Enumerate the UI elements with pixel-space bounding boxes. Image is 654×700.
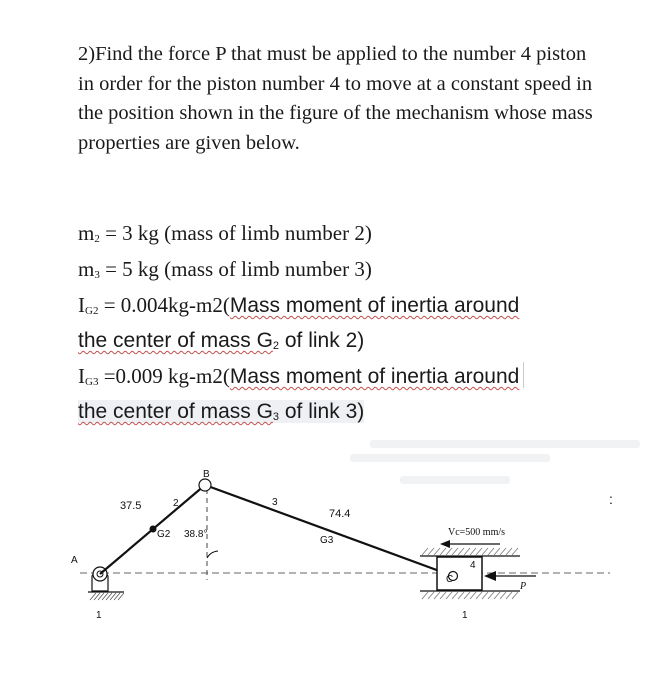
- ig3-subscript: G3: [85, 376, 99, 388]
- g2-marker: [150, 526, 157, 533]
- label-b: B: [203, 469, 210, 480]
- mass-properties: [78, 218, 598, 432]
- guide-wall-bottom: [420, 591, 520, 599]
- m2-symbol: m: [78, 221, 95, 245]
- faint-background: [350, 440, 640, 484]
- ig2-label-c: of link 2): [279, 329, 365, 352]
- m3-line: [78, 254, 598, 290]
- ig2-symbol: I: [78, 293, 85, 317]
- m3-value: = 5 kg (mass of limb number 3): [99, 257, 372, 281]
- label-piston: 4: [470, 560, 476, 571]
- label-velocity: Vc=500 mm/s: [448, 527, 506, 538]
- label-a: A: [71, 555, 78, 566]
- ig3-label-b: the center of mass G: [78, 400, 273, 423]
- label-ground-left: 1: [96, 610, 102, 621]
- problem-statement: [78, 40, 598, 158]
- text-caret: [523, 362, 524, 388]
- label-force: P: [520, 581, 527, 592]
- ig2-subscript: G2: [85, 305, 99, 317]
- label-g2: G2: [157, 529, 171, 540]
- joint-b: [199, 479, 211, 491]
- label-dim-right: 74.4: [329, 508, 351, 520]
- ig3-line-1: [78, 361, 598, 397]
- menu-glyph: :: [609, 491, 613, 507]
- label-angle: 38.8°: [184, 529, 208, 540]
- ig3-value: =0.009 kg-m2(: [98, 364, 230, 388]
- guide-wall-top: [420, 548, 520, 556]
- ig3-label-c: of link 3): [279, 400, 365, 423]
- ig3-label-b-subscript: 3: [272, 411, 280, 423]
- velocity-arrowhead: [440, 540, 450, 548]
- ig2-value: = 0.004kg-m2(: [98, 293, 230, 317]
- problem-text: 2)Find the force P that must be applied to the number 4 piston in order for the piston number 4 to move at a constant speed in the position shown in the figure of the mechanism whose mass properties are given below.: [78, 43, 593, 154]
- m2-subscript: 2: [94, 233, 100, 245]
- m3-symbol: m: [78, 257, 95, 281]
- label-c: C: [446, 574, 454, 585]
- mechanism-figure: [0, 440, 654, 640]
- m3-subscript: 3: [94, 269, 100, 281]
- ig2-line-1: [78, 290, 598, 326]
- ig2-label-b-subscript: 2: [272, 340, 280, 352]
- label-dim-left: 37.5: [120, 500, 142, 512]
- ig3-label-a: Mass moment of inertia around: [229, 365, 520, 388]
- ig2-line-2: [78, 326, 598, 361]
- ig2-label-b: the center of mass G: [78, 329, 273, 352]
- ig3-line-2: [78, 397, 598, 432]
- ig2-label-a: Mass moment of inertia around: [229, 294, 520, 317]
- label-link-3: 3: [272, 497, 278, 508]
- angle-arc: [207, 551, 218, 558]
- label-ground-right: 1: [462, 610, 468, 621]
- link-3: [205, 485, 453, 576]
- label-g3: G3: [320, 535, 334, 546]
- m2-line: [78, 218, 598, 254]
- m2-value: = 3 kg (mass of limb number 2): [99, 221, 372, 245]
- ig3-symbol: I: [78, 364, 85, 388]
- label-link-2: 2: [173, 498, 179, 509]
- ground-support-left: [88, 567, 124, 600]
